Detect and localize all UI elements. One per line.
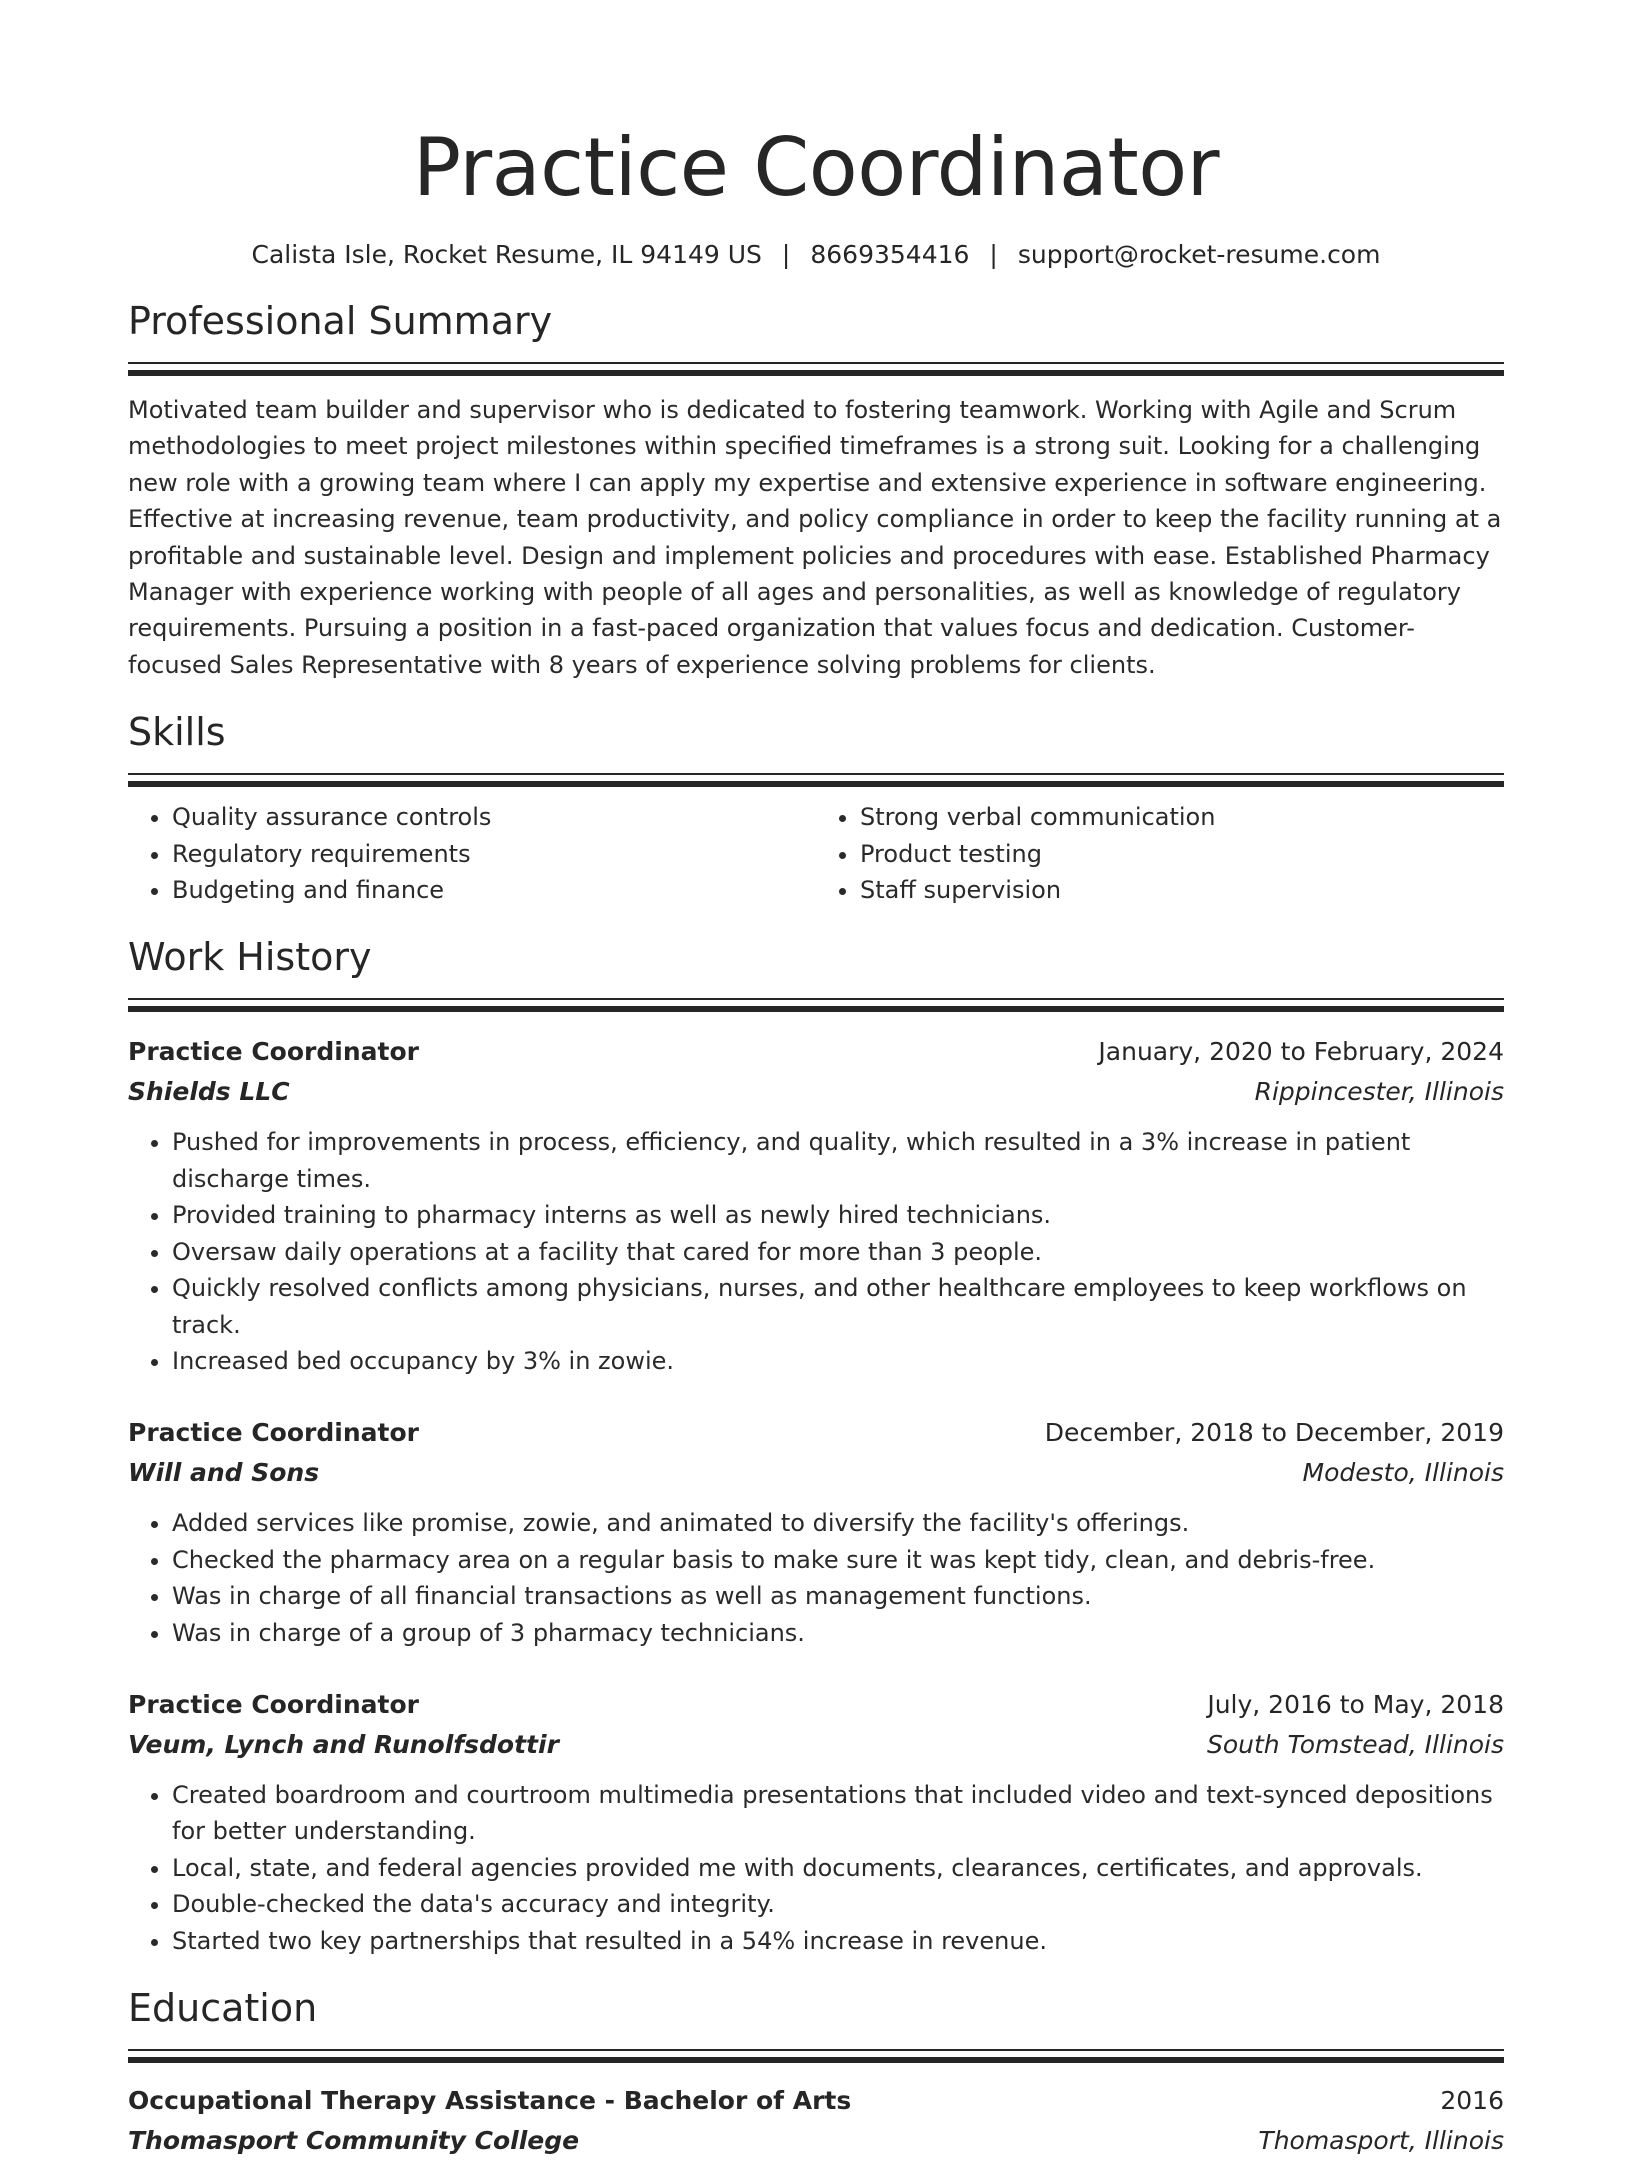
job-bullet: • Quickly resolved conflicts among physicians, nurses, and other healthcare employees to keep workflows on track. [172,1270,1504,1343]
job-title: Practice Coordinator [128,1689,419,1719]
summary-text: Motivated team builder and supervisor who is dedicated to fostering teamwork. Working with Agile and Scrum methodologies to meet project milestones within specified timeframes is a strong suit. Looking for a challenging new role with a growing team where I can apply my expertise and extensive experience in software engineering. Effective at increasing revenue, team productivity, and policy compliance in order to keep the facility running at a profitable and sustainable level. Design and implement policies and procedures with ease. Established Pharmacy Manager with experience working with people of all ages and personalities, as well as knowledge of regulatory requirements. Pursuing a position in a fast-paced organization that values focus and dedication. Customer-focused Sales Representative with 8 years of experience solving problems for clients. [128,396,1502,679]
job-dates: December, 2018 to December, 2019 [1044,1418,1504,1448]
job-dates: January, 2020 to February, 2024 [1098,1037,1504,1067]
education-school: Thomasport Community College [128,2125,580,2155]
section-title-summary: Professional Summary [128,299,553,343]
section-title-skills: Skills [128,710,226,755]
section-divider [128,362,1504,376]
job-company-row [128,1453,1504,1493]
job-bullet: • Local, state, and federal agencies provided me with documents, clearances, certificates, and approvals. [172,1850,1504,1886]
job-company-row [128,1725,1504,1765]
job-entry [128,1413,1504,1651]
contact-address: Calista Isle, Rocket Resume, IL 94149 US [251,240,762,269]
contact-separator: | [781,240,791,269]
job-location: Modesto, Illinois [1302,1458,1504,1488]
skills-column-right [816,799,1504,908]
skill-item: • Staff supervision [860,872,1504,908]
section-divider [128,2049,1504,2063]
job-bullet: • Was in charge of all financial transactions as well as management functions. [172,1578,1504,1614]
contact-email: support@rocket-resume.com [1017,240,1381,269]
skill-item: • Product testing [860,836,1504,872]
section-title-education: Education [128,1985,318,2030]
job-title: Practice Coordinator [128,1037,419,1067]
job-company-row [128,1072,1504,1112]
job-bullet: • Was in charge of a group of 3 pharmacy technicians. [172,1615,1504,1651]
education-entry [128,2081,1504,2161]
skill-item: • Budgeting and finance [172,872,816,908]
section-title-work-history: Work History [128,935,372,980]
job-dates: July, 2016 to May, 2018 [1207,1689,1504,1719]
job-company: Veum, Lynch and Runolfsdottir [128,1729,559,1759]
education-header-row [128,2081,1504,2121]
skills-grid [128,799,1504,908]
education-school-row [128,2121,1504,2161]
education-year: 2016 [1440,2085,1504,2115]
education-section [128,1983,1504,2161]
education-degree: Occupational Therapy Assistance - Bachelor of Arts [128,2085,852,2115]
job-bullet: • Pushed for improvements in process, efficiency, and quality, which resulted in a 3% increase in patient discharge times. [172,1124,1504,1197]
job-company: Shields LLC [128,1077,290,1107]
contact-phone: 8669354416 [810,240,970,269]
section-divider [128,998,1504,1012]
job-bullet: • Double-checked the data's accuracy and integrity. [172,1886,1504,1922]
job-entry [128,1685,1504,1959]
job-bullet: • Checked the pharmacy area on a regular basis to make sure it was kept tidy, clean, and debris-free. [172,1542,1504,1578]
skill-item: • Strong verbal communication [860,799,1504,835]
section-divider [128,773,1504,787]
job-header-row [128,1032,1504,1072]
job-bullets [128,1124,1504,1379]
job-header-row [128,1685,1504,1725]
job-bullets [128,1505,1504,1651]
job-bullet: • Oversaw daily operations at a facility that cared for more than 3 people. [172,1234,1504,1270]
job-company: Will and Sons [128,1458,320,1488]
job-bullet: • Increased bed occupancy by 3% in zowie. [172,1343,1504,1379]
job-bullet: • Added services like promise, zowie, and animated to diversify the facility's offerings. [172,1505,1504,1541]
work-history-section [128,932,1504,1959]
contact-separator: | [989,240,998,269]
job-location: Rippincester, Illinois [1254,1077,1504,1107]
skill-item: • Regulatory requirements [172,836,816,872]
skills-section [128,707,1504,908]
education-location: Thomasport, Illinois [1258,2125,1504,2155]
job-location: South Tomstead, Illinois [1206,1729,1504,1759]
skills-column-left [128,799,816,908]
contact-line [128,238,1504,272]
skill-item: • Quality assurance controls [172,799,816,835]
job-bullet: • Started two key partnerships that resulted in a 54% increase in revenue. [172,1923,1504,1959]
job-bullet: • Provided training to pharmacy interns as well as newly hired technicians. [172,1197,1504,1233]
job-bullet: • Created boardroom and courtroom multimedia presentations that included video and text-synced depositions for better understanding. [172,1777,1504,1850]
job-header-row [128,1413,1504,1453]
job-entry [128,1032,1504,1379]
job-bullets [128,1777,1504,1959]
resume-name: Practice Coordinator [412,121,1220,214]
job-title: Practice Coordinator [128,1418,419,1448]
summary-section [128,296,1504,683]
